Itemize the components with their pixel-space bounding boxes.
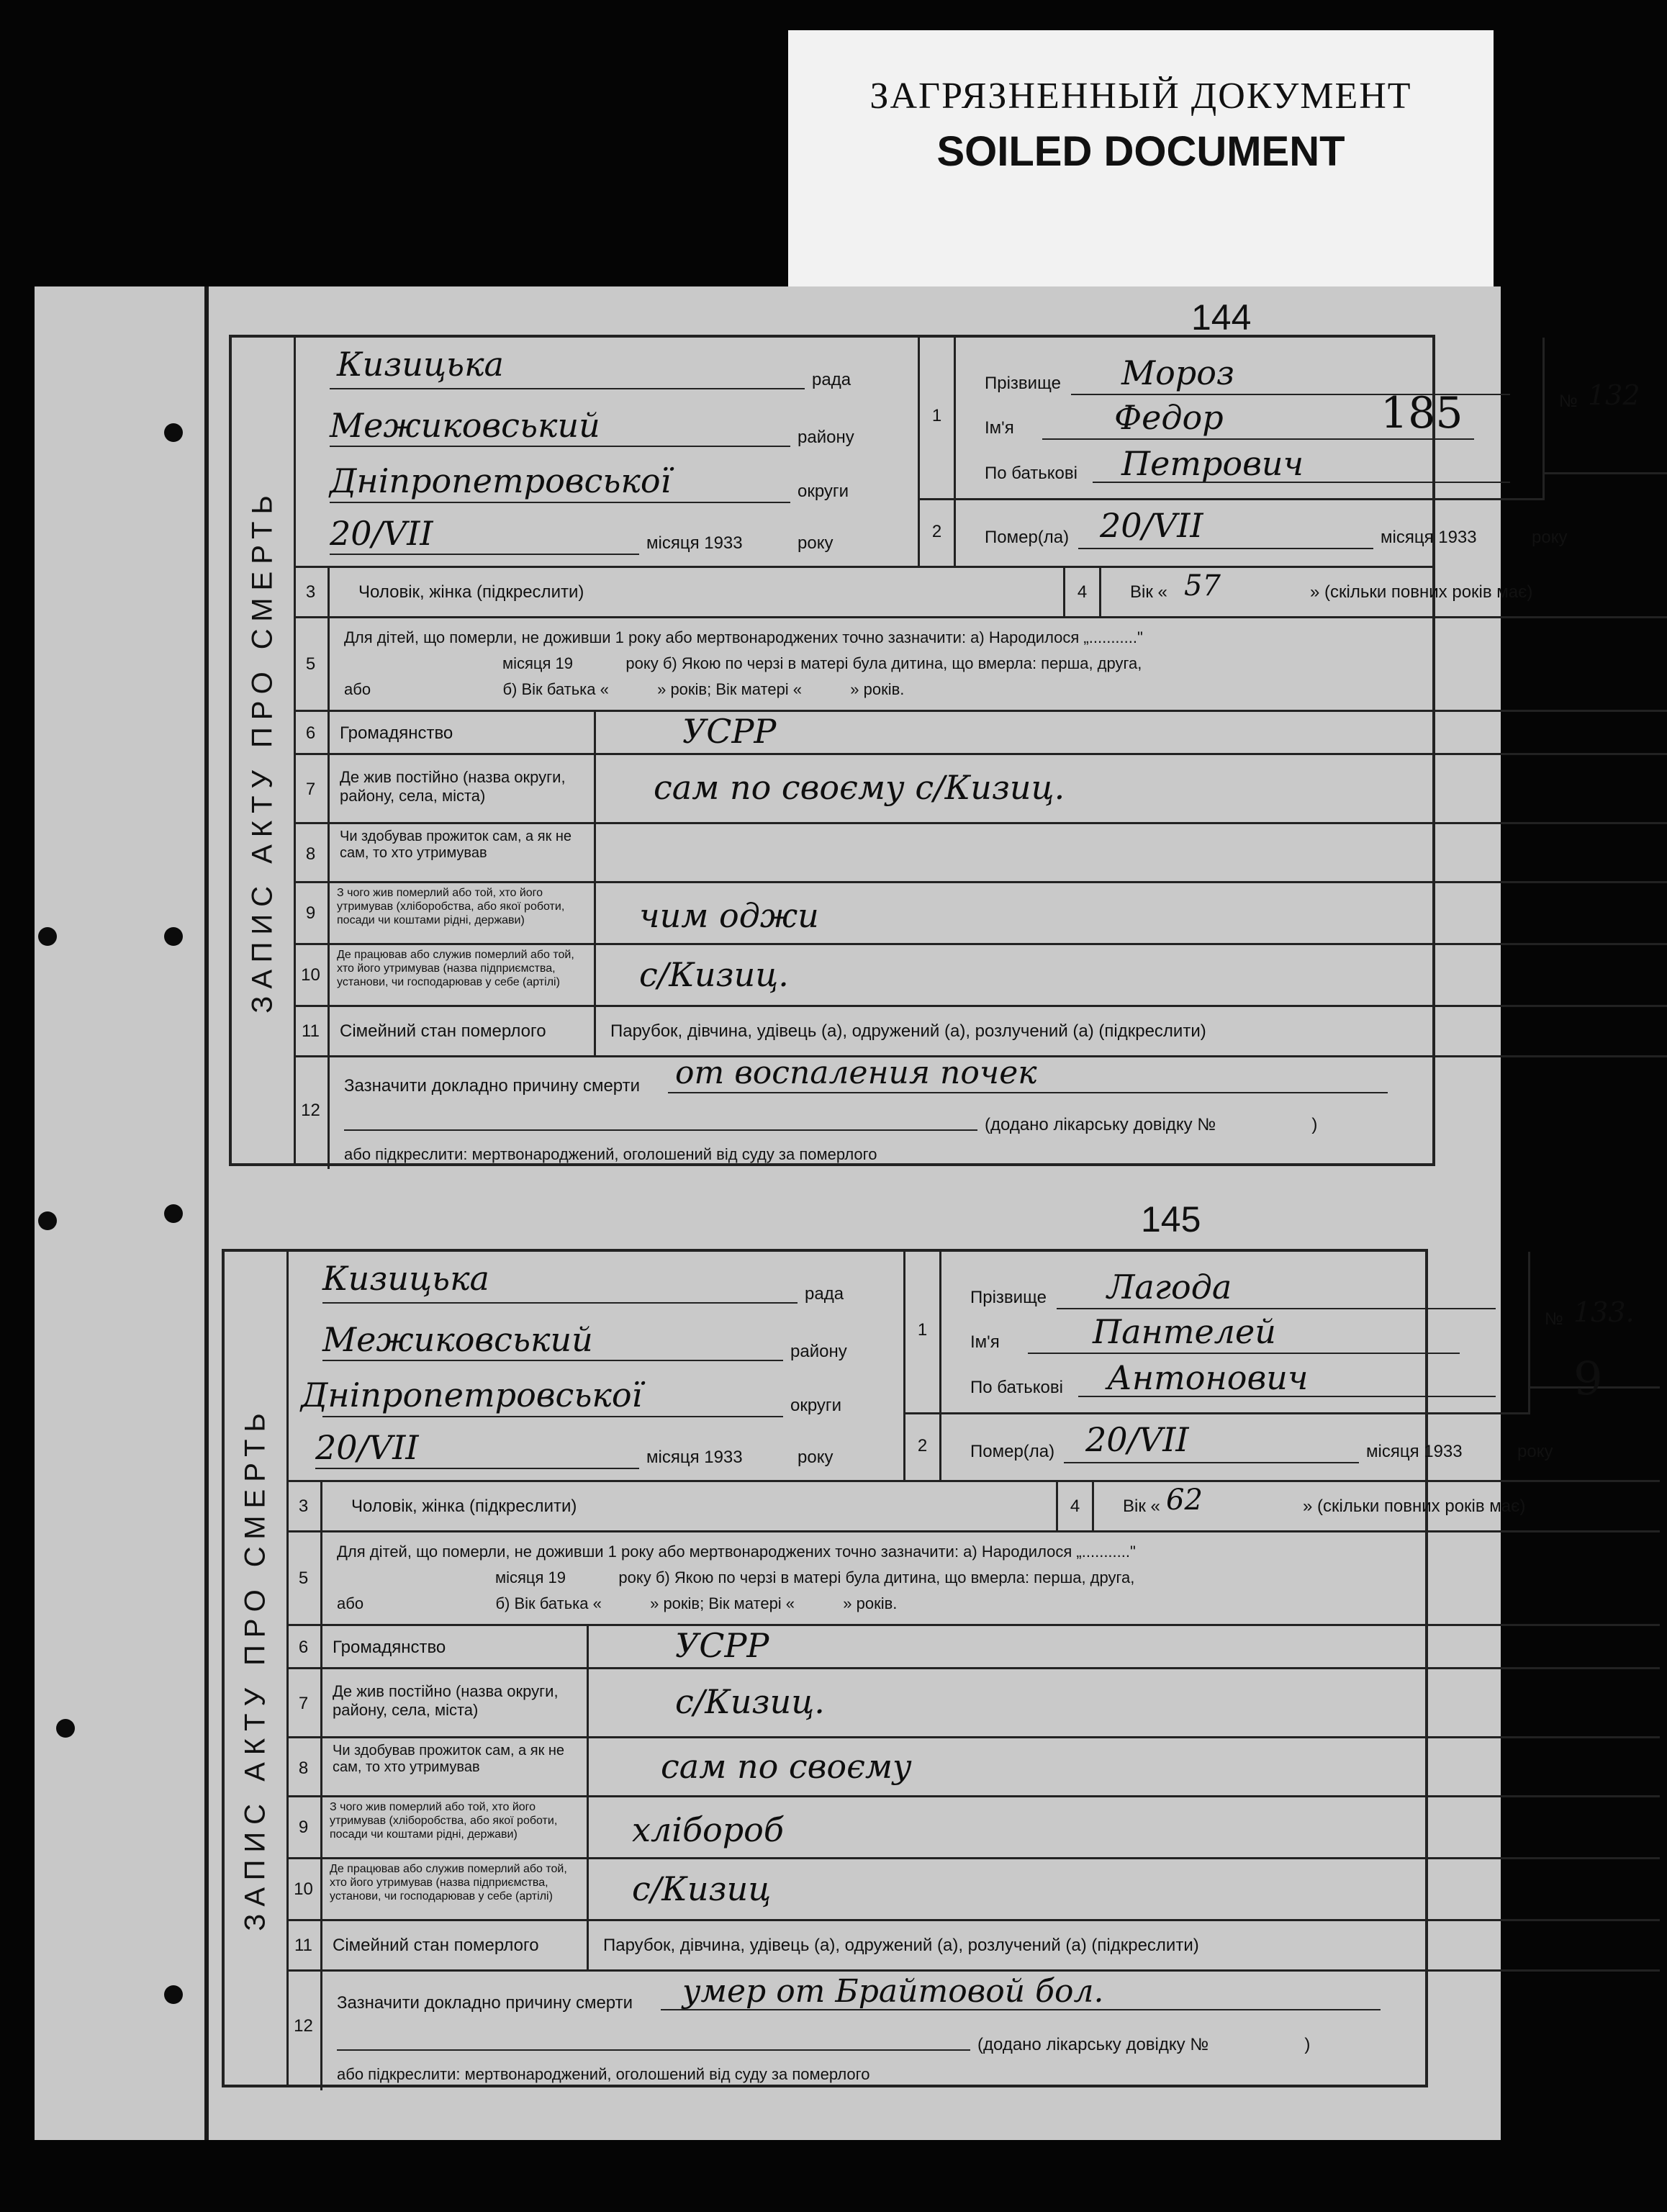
record-number: 132 [1588, 379, 1640, 411]
raion-label: району [790, 1342, 847, 1361]
page-number: 144 [1191, 297, 1252, 338]
soiled-label-en: SOILED DOCUMENT [936, 128, 1345, 175]
died-date-block: Помер(ла) 20/VII місяця 1933 року [956, 500, 1435, 568]
punch-hole [164, 423, 183, 442]
children-info-block: Для дітей, що померли, не доживши 1 року або мертвонароджених точно зазначити: а) Народилося „..........." місяця 19 року б) Якою по черзі в матері була дитина, що вмерла: перша, друга, або б) Вік батька « » років; Вік матері « » років. [322, 1532, 1660, 1626]
cause-value: от воспаления почек [675, 1055, 1037, 1091]
died-date-value: 20/VII [1085, 1420, 1189, 1459]
okrug-label: округи [798, 482, 849, 501]
reg-month-label: місяця 1933 [646, 1448, 743, 1467]
okrug-value: Дніпропетровської [301, 1376, 643, 1414]
reg-year-label: року [798, 1448, 834, 1467]
raion-label: району [798, 428, 854, 447]
death-record-2: ЗАПИС АКТУ ПРО СМЕРТЬ Кизицька рада Межиковський району Дніпропетровської округи 20/VII місяця 1933 року 1 Прізвище Лагода Ім'я Пантелей По батькові Антонович № 133. 9 2 Помер(ла) 20/VII місяця 1933 року 3 Чоловік, жінка (підкреслити) 4 Вік « 62 » (скільки повних років має) 5 Для дітей, що померли, не доживши 1 року або мертвонароджених точно зазначити: а) Народилося „..........." місяця 19 року б) Якою по черзі в матері була дитина, що вмерла: перша, друга, або б) Вік батька « » років; Вік матері « » років. 6 Громадянство УСРР 7 Де жив постійно (назва округи, району, села, міста) с/Кизиц. 8 Чи здобував прожиток сам, а як не сам, то хто утримував сам по своєму 9 З чого жив померлий або той, хто його утримував (хліборобства, або якої роботи, посади чи коштами рідні, держави) хлібороб 10 Де працював або служив померлий або той, хто його утримував (назва підприємства, установи, чи господарював у себе (артілі) с/Кизиц 11 Сімейний стан померлого Парубок, дівчина, удівець (а), одружений (а), розлучений (а) (підкреслити) 12 Зазначити докладно причину смерти умер от Брайтовой бол. (додано лікарську довідку № ) або підкреслити: мертвонароджений, оголошений від суду за померлого [222, 1249, 1428, 2087]
punch-hole [38, 1211, 57, 1230]
binding-strip [35, 286, 209, 2140]
rada-label: рада [805, 1284, 844, 1304]
cause-of-death-block: Зазначити докладно причину смерти от воспаления почек (додано лікарську довідку № ) або підкреслити: мертвонароджений, оголошений від суду за померлого [330, 1057, 1667, 1169]
citizenship-value: УСРР [682, 712, 777, 751]
punch-hole [164, 1985, 183, 2004]
sex-label: Чоловік, жінка (підкреслити) [351, 1497, 577, 1516]
record-number-box: № 132 [1545, 338, 1667, 474]
age-value: 57 [1184, 569, 1221, 602]
name-value: Пантелей [1093, 1312, 1276, 1351]
cause-of-death-block: Зазначити докладно причину смерти умер от Брайтовой бол. (додано лікарську довідку № ) або підкреслити: мертвонароджений, оголошений від суду за померлого [322, 1972, 1660, 2090]
support-value: сам по своєму [661, 1747, 912, 1786]
rada-label: рада [812, 370, 851, 389]
died-date-value: 20/VII [1100, 506, 1203, 545]
reg-date-value: 20/VII [330, 514, 433, 553]
rada-value: Кизицька [322, 1259, 489, 1298]
raion-value: Межиковський [322, 1320, 593, 1359]
reg-date-value: 20/VII [315, 1428, 419, 1467]
stamp-number: 185 [1381, 388, 1463, 438]
soiled-document-label [788, 30, 1494, 289]
record-number-box: № 133. 9 [1530, 1252, 1660, 1389]
stamp-number: 9 [1573, 1353, 1603, 1406]
age-block: Вік « 62 » (скільки повних років має) [1094, 1482, 1660, 1532]
workplace-value: с/Кизиц. [639, 955, 789, 994]
record-number: 133. [1573, 1296, 1635, 1328]
soiled-label-ru: ЗАГРЯЗНЕННЫЙ ДОКУМЕНТ [869, 76, 1412, 117]
name-block: Прізвище Лагода Ім'я Пантелей По батькові Антонович [941, 1252, 1530, 1414]
reg-year-label: року [798, 533, 834, 553]
reg-month-label: місяця 1933 [646, 533, 743, 553]
death-record-1: ЗАПИС АКТУ ПРО СМЕРТЬ Кизицька рада Межиковський району Дніпропетровської округи 20/VII місяця 1933 року 1 Прізвище Мороз Ім'я Федор 185 По батькові Петрович № 132 2 Помер(ла) 20/VII місяця 1933 року 3 Чоловік, жінка (підкреслити) 4 Вік « 57 » (скільки повних років має) 5 Для дітей, що померли, не доживши 1 року або мертвонароджених точно зазначити: а) Народилося „..........." місяця 19 року б) Якою по черзі в матері була дитина, що вмерла: перша, друга, або б) Вік батька « » років; Вік матері « » років. 6 Громадянство УСРР 7 Де жив постійно (назва округи, району, села, міста) сам по своєму с/Кизиц. 8 Чи здобував прожиток сам, а як не сам, то хто утримував 9 З чого жив померлий або той, хто його утримував (хліборобства, або якої роботи, посади чи коштами рідні, держави) чим оджи 10 Де працював або служив померлий або той, хто його утримував (назва підприємства, установи, чи господарював у себе (артілі) с/Кизиц. 11 Сімейний стан померлого Парубок, дівчина, удівець (а), одружений (а), розлучений (а) (підкреслити) 12 Зазначити докладно причину смерти от воспаления почек (додано лікарську довідку № ) або підкреслити: мертвонароджений, оголошений від суду за померлого [229, 335, 1435, 1166]
punch-hole [38, 927, 57, 946]
age-value: 62 [1166, 1484, 1203, 1517]
workplace-value: с/Кизиц [632, 1869, 772, 1908]
registry-office-block [286, 1252, 905, 1482]
name-block: Прізвище Мороз Ім'я Федор 185 По батькові Петрович [956, 338, 1545, 500]
patronymic-value: Петрович [1121, 444, 1304, 483]
age-block: Вік « 57 » (скільки повних років має) [1101, 568, 1667, 618]
marital-options: Парубок, дівчина, удівець (а), одружений (а), розлучений (а) (підкреслити) [610, 1021, 1206, 1041]
patronymic-value: Антонович [1107, 1358, 1309, 1397]
sex-label: Чоловік, жінка (підкреслити) [358, 582, 584, 602]
surname-value: Лагода [1107, 1268, 1232, 1306]
punch-hole [164, 1204, 183, 1223]
record-side-title: ЗАПИС АКТУ ПРО СМЕРТЬ [225, 1252, 289, 2085]
okrug-label: округи [790, 1396, 842, 1415]
died-date-block: Помер(ла) 20/VII місяця 1933 року [941, 1414, 1660, 1482]
residence-value: с/Кизиц. [675, 1682, 825, 1721]
marital-options: Парубок, дівчина, удівець (а), одружений (а), розлучений (а) (підкреслити) [603, 1936, 1199, 1955]
record-side-title: ЗАПИС АКТУ ПРО СМЕРТЬ [232, 338, 296, 1163]
punch-hole [164, 927, 183, 946]
rada-value: Кизицька [337, 345, 504, 384]
okrug-value: Дніпропетровської [330, 461, 672, 500]
livelihood-value: чим оджи [639, 896, 819, 935]
citizenship-value: УСРР [675, 1626, 769, 1665]
residence-value: сам по своєму с/Кизиц. [654, 768, 1065, 807]
name-value: Федор [1114, 398, 1224, 437]
surname-value: Мороз [1121, 353, 1235, 392]
page-number: 145 [1141, 1199, 1201, 1240]
children-info-block: Для дітей, що померли, не доживши 1 року або мертвонароджених точно зазначити: а) Народилося „..........." місяця 19 року б) Якою по черзі в матері була дитина, що вмерла: перша, друга, або б) Вік батька « » років; Вік матері « » років. [330, 618, 1667, 712]
raion-value: Межиковський [330, 406, 600, 445]
cause-value: умер от Брайтовой бол. [682, 1973, 1104, 2010]
livelihood-value: хлібороб [632, 1810, 784, 1849]
registry-office-block [294, 338, 920, 568]
punch-hole [56, 1719, 75, 1738]
